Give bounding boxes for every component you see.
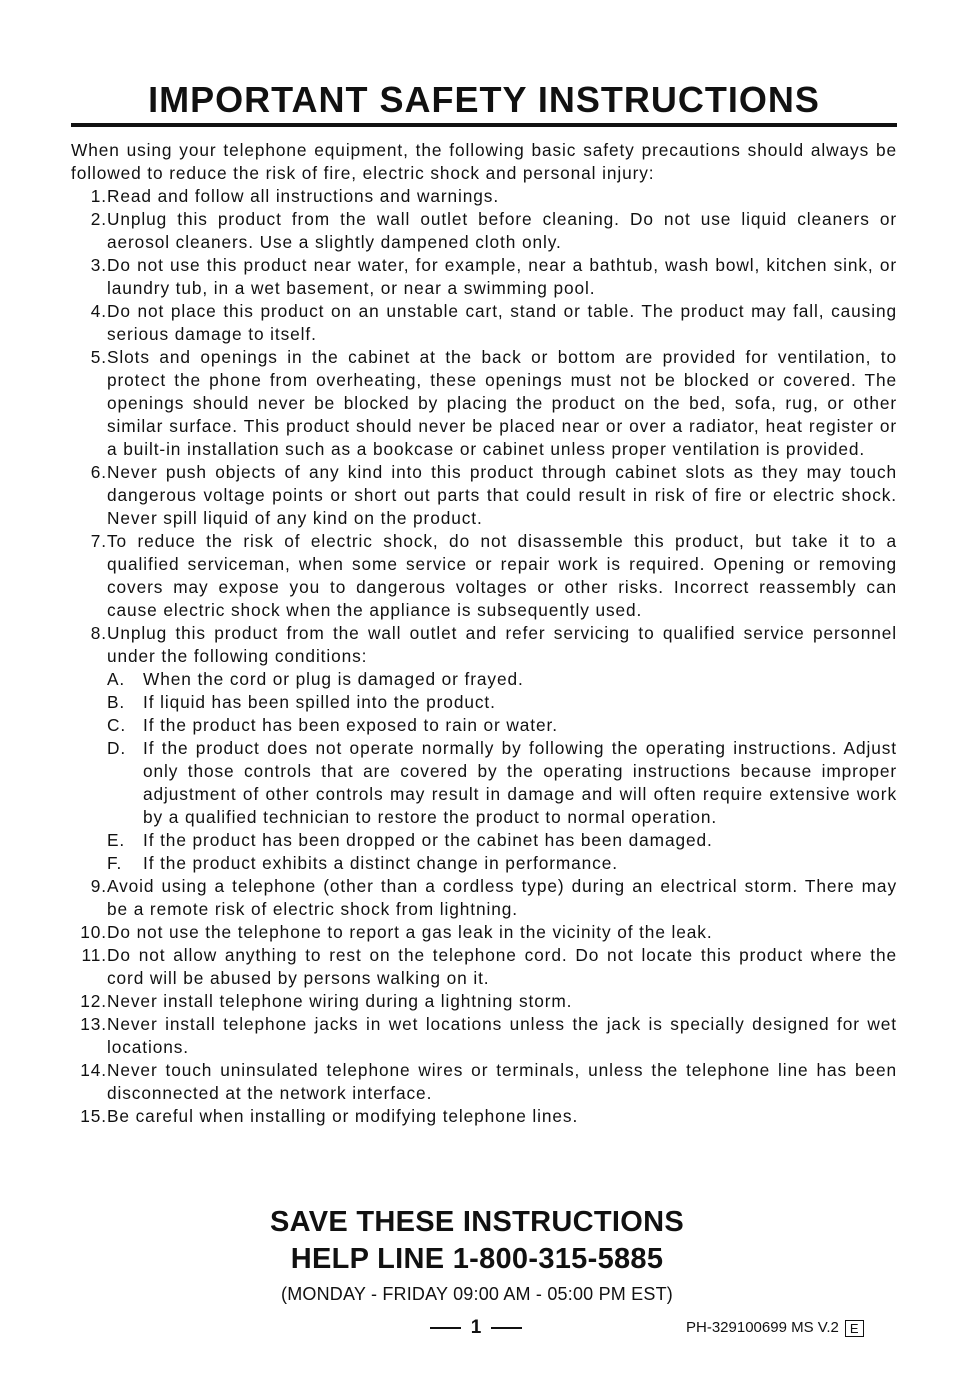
item-number: 15. xyxy=(80,1106,107,1126)
condition-letter: E. xyxy=(107,830,126,850)
item-text: Never touch uninsulated telephone wires or terminals, unless the telephone line has been disconnected at the network interface. xyxy=(107,1060,897,1103)
list-item xyxy=(71,1013,897,1059)
item-number: 8. xyxy=(90,623,107,643)
item-number: 12. xyxy=(80,991,107,1011)
item-text: Do not allow anything to rest on the telephone cord. Do not locate this product where the cord will be abused by persons walking on it. xyxy=(107,945,897,988)
list-item xyxy=(71,1059,897,1105)
condition-text: When the cord or plug is damaged or frayed. xyxy=(143,669,524,689)
list-item xyxy=(71,990,897,1013)
item-text: Slots and openings in the cabinet at the back or bottom are provided for ventilation, to protect the phone from overheating, these openings must not be blocked or covered. The openings should never be blocked by placing the product on the bed, sofa, rug, or other similar surface. This product should never be placed near or over a radiator, heat register or a built-in installation such as a bookcase or cabinet unless proper ventilation is provided. xyxy=(107,347,897,459)
save-heading: SAVE THESE INSTRUCTIONS xyxy=(269,1206,685,1238)
condition-text: If the product has been dropped or the cabinet has been damaged. xyxy=(143,830,713,850)
item-text: To reduce the risk of electric shock, do not disassemble this product, but take it to a qualified serviceman, when some service or repair work is required. Opening or removing covers may expose you to dangerous voltages or other risks. Incorrect reassembly can cause electric shock when the appliance is subsequently used. xyxy=(107,531,897,620)
list-item xyxy=(71,622,897,668)
condition-item xyxy=(71,714,897,737)
condition-item xyxy=(71,691,897,714)
list-item xyxy=(71,530,897,622)
item-number: 4. xyxy=(90,301,107,321)
condition-letter: D. xyxy=(107,738,127,758)
condition-text: If the product does not operate normally by following the operating instructions. Adjust only those controls that are covered by the operating instructions because improper adjustment of other controls may result in damage and will often require extensive work by a qualified technician to restore the product to normal operation. xyxy=(143,738,897,827)
item-text: Be careful when installing or modifying telephone lines. xyxy=(107,1106,579,1126)
condition-item xyxy=(71,668,897,691)
condition-letter: C. xyxy=(107,715,127,735)
list-item xyxy=(71,875,897,921)
item-number: 3. xyxy=(90,255,107,275)
page-dash-left xyxy=(430,1327,461,1329)
title-rule xyxy=(71,123,897,127)
item-text: Never push objects of any kind into this product through cabinet slots as they may touch dangerous voltage points or short out parts that could result in risk of fire or electric shock. Never spill liquid of any kind on the product. xyxy=(107,462,897,528)
list-item xyxy=(71,346,897,461)
condition-item xyxy=(71,737,897,829)
list-item xyxy=(71,921,897,944)
page-number-text: 1 xyxy=(470,1317,482,1338)
list-item xyxy=(71,944,897,990)
item-text: Never install telephone wiring during a lightning storm. xyxy=(107,991,573,1011)
condition-item xyxy=(71,852,897,875)
language-box: E xyxy=(845,1320,864,1337)
condition-letter: B. xyxy=(107,692,126,712)
list-item xyxy=(71,254,897,300)
item-number: 1. xyxy=(90,186,107,206)
page-number xyxy=(420,1316,532,1340)
closing-block xyxy=(0,1204,954,1306)
item-text: Do not use this product near water, for example, near a bathtub, wash bowl, kitchen sink, or laundry tub, in a wet basement, or near a swimming pool. xyxy=(107,255,897,298)
item-text: Avoid using a telephone (other than a cordless type) during an electrical storm. There may be a remote risk of electric shock from lightning. xyxy=(107,876,897,919)
condition-letter: F. xyxy=(107,853,123,873)
list-item xyxy=(71,208,897,254)
condition-text: If the product has been exposed to rain or water. xyxy=(143,715,558,735)
item-number: 5. xyxy=(90,347,107,367)
list-item xyxy=(71,300,897,346)
instructions-body xyxy=(71,139,897,1128)
page-dash-right xyxy=(491,1327,522,1329)
condition-text: If the product exhibits a distinct change in performance. xyxy=(143,853,618,873)
condition-letter: A. xyxy=(107,669,126,689)
intro-paragraph: When using your telephone equipment, the following basic safety precautions should always be followed to reduce the risk of fire, electric shock and personal injury: xyxy=(71,140,897,183)
helpline-heading: HELP LINE 1-800-315-5885 xyxy=(290,1243,664,1275)
page-title: IMPORTANT SAFETY INSTRUCTIONS xyxy=(148,79,820,120)
item-text: Do not use the telephone to report a gas leak in the vicinity of the leak. xyxy=(107,922,713,942)
document-id-text: PH-329100699 MS V.2 xyxy=(686,1319,839,1336)
item-text: Unplug this product from the wall outlet and refer servicing to qualified service personnel under the following conditions: xyxy=(107,623,897,666)
list-item xyxy=(71,185,897,208)
item-text: Never install telephone jacks in wet locations unless the jack is specially designed for wet locations. xyxy=(107,1014,897,1057)
condition-item xyxy=(71,829,897,852)
item-number: 10. xyxy=(80,922,107,942)
condition-text: If liquid has been spilled into the product. xyxy=(143,692,496,712)
item-text: Read and follow all instructions and warnings. xyxy=(107,186,500,206)
item-text: Unplug this product from the wall outlet before cleaning. Do not use liquid cleaners or aerosol cleaners. Use a slightly dampened cloth only. xyxy=(107,209,897,252)
item-number: 14. xyxy=(80,1060,107,1080)
document-id xyxy=(686,1318,864,1338)
item-number: 2. xyxy=(90,209,107,229)
item-number: 11. xyxy=(81,945,107,965)
helpline-hours: (MONDAY - FRIDAY 09:00 AM - 05:00 PM EST) xyxy=(281,1284,673,1304)
item-number: 7. xyxy=(90,531,107,551)
item-number: 13. xyxy=(80,1014,107,1034)
item-number: 9. xyxy=(90,876,107,896)
list-item xyxy=(71,461,897,530)
list-item xyxy=(71,1105,897,1128)
item-text: Do not place this product on an unstable cart, stand or table. The product may fall, causing serious damage to itself. xyxy=(107,301,897,344)
item-number: 6. xyxy=(90,462,107,482)
